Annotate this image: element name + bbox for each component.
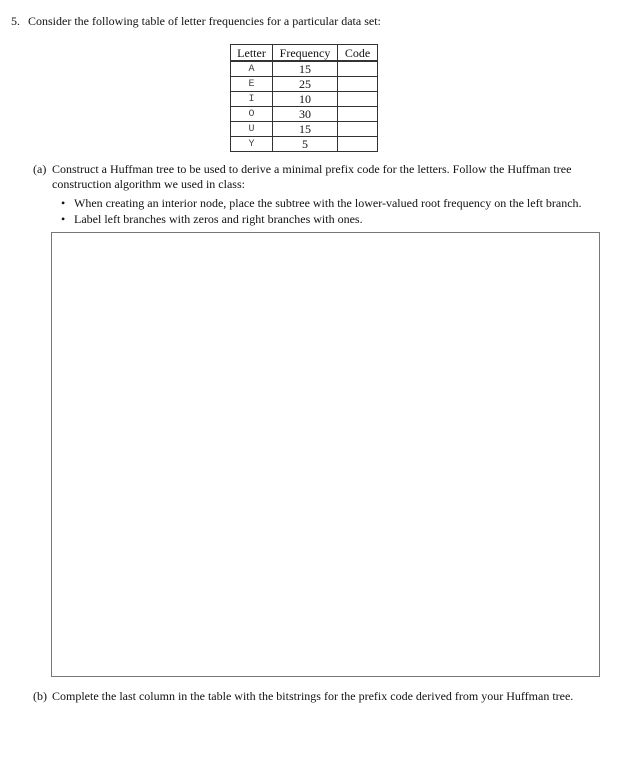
letter-cell: Y <box>231 137 273 152</box>
table-row <box>231 122 378 137</box>
letter-cell: I <box>231 92 273 107</box>
question-text: Consider the following table of letter frequencies for a particular data set: <box>28 14 381 28</box>
bullet-text: Label left branches with zeros and right branches with ones. <box>74 212 363 226</box>
question-number: 5. <box>11 14 20 28</box>
letter-frequency-table <box>230 44 378 152</box>
table-row <box>231 77 378 92</box>
part-a-label: (a) <box>33 162 47 176</box>
table-row <box>231 92 378 107</box>
letter-cell: A <box>231 61 273 77</box>
part-a-bullet-list <box>33 195 593 227</box>
bullet-icon: • <box>61 196 66 210</box>
table-row <box>231 61 378 77</box>
table-row <box>231 107 378 122</box>
column-header-code: Code <box>338 45 378 62</box>
list-item <box>33 211 593 227</box>
list-item <box>33 195 593 211</box>
table-header-row <box>231 45 378 62</box>
table-row <box>231 137 378 152</box>
part-b-label: (b) <box>33 689 47 703</box>
column-header-frequency: Frequency <box>273 45 338 62</box>
code-cell[interactable] <box>338 61 378 77</box>
part-a <box>33 162 593 227</box>
code-cell[interactable] <box>338 77 378 92</box>
letter-cell: O <box>231 107 273 122</box>
letter-cell: U <box>231 122 273 137</box>
letter-cell: E <box>231 77 273 92</box>
code-cell[interactable] <box>338 122 378 137</box>
huffman-tree-answer-box[interactable] <box>51 232 600 677</box>
part-b <box>33 689 573 704</box>
frequency-cell: 5 <box>273 137 338 152</box>
part-b-text: Complete the last column in the table with the bitstrings for the prefix code derived from your Huffman tree. <box>52 689 574 703</box>
frequency-cell: 10 <box>273 92 338 107</box>
code-cell[interactable] <box>338 92 378 107</box>
code-cell[interactable] <box>338 107 378 122</box>
frequency-cell: 15 <box>273 122 338 137</box>
frequency-cell: 30 <box>273 107 338 122</box>
code-cell[interactable] <box>338 137 378 152</box>
frequency-cell: 15 <box>273 61 338 77</box>
bullet-text: When creating an interior node, place the subtree with the lower-valued root frequency on the left branch. <box>74 196 582 210</box>
question-prompt <box>11 14 381 28</box>
part-a-text: Construct a Huffman tree to be used to derive a minimal prefix code for the letters. Follow the Huffman tree construction algorithm we used in class: <box>52 162 572 191</box>
frequency-cell: 25 <box>273 77 338 92</box>
column-header-letter: Letter <box>231 45 273 62</box>
bullet-icon: • <box>61 212 66 226</box>
